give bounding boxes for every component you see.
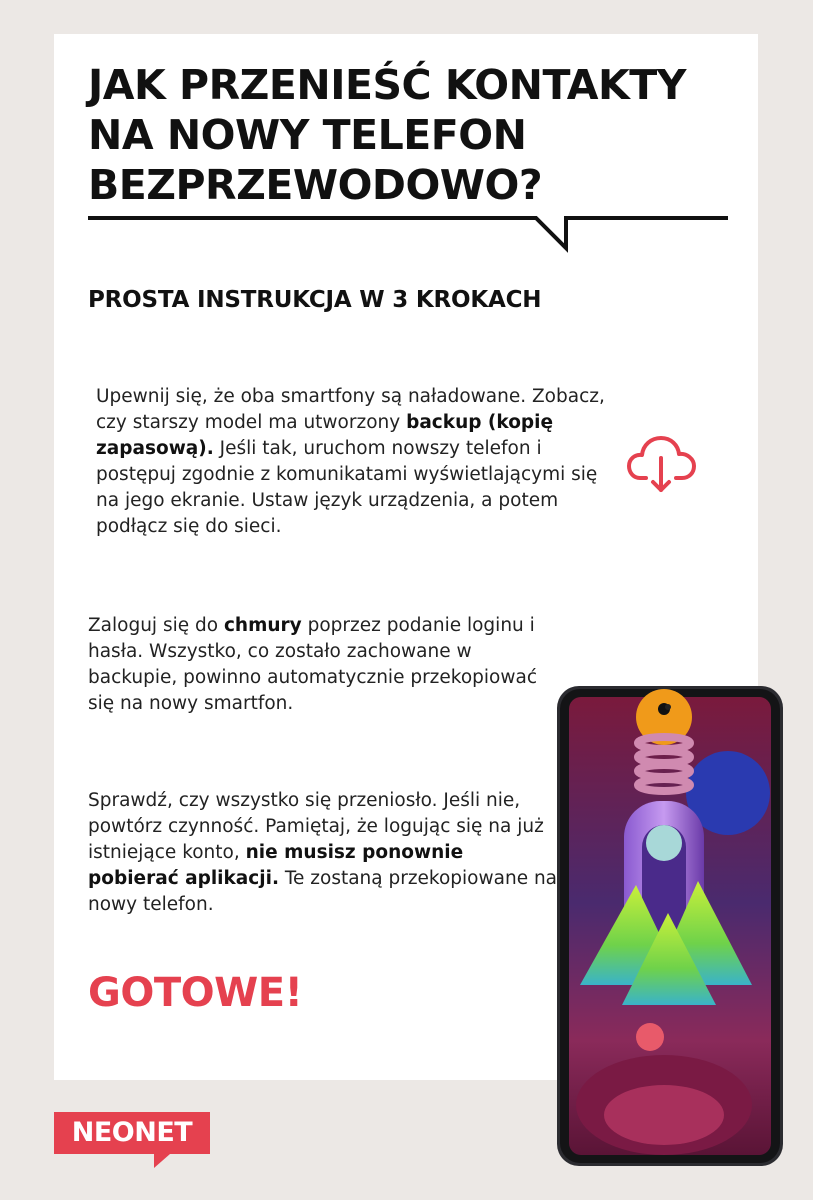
title-line-2: NA NOWY TELEFON	[88, 111, 527, 159]
step-1-part-1: Upewnij się, że oba smartfony są naładowane. Zobacz, czy starszy model ma utworzony	[96, 386, 605, 433]
neonet-logo	[54, 1112, 210, 1168]
step-1-part-3: Jeśli tak, uruchom nowszy telefon i postępuj zgodnie z komunikatami wyświetlającymi się na jego ekranie. Ustaw język urządzenia, a potem podłącz się do sieci.	[96, 438, 598, 537]
title-line-3: BEZPRZEWODOWO?	[88, 161, 543, 209]
step-2-part-1: Zaloguj się do	[88, 615, 224, 636]
step-1-text	[96, 384, 616, 540]
step-1-bold: backup (kopię zapasową).	[96, 412, 554, 459]
step-3-part-1: Sprawdź, czy wszystko się przeniosło. Jeśli nie, powtórz czynność. Pamiętaj, że logując się na już istniejące konto,	[88, 790, 544, 863]
logo-tail	[154, 1154, 170, 1168]
logo-text: NEONET	[71, 1117, 193, 1148]
page-subtitle: PROSTA INSTRUKCJA W 3 KROKACH	[88, 287, 542, 313]
step-2-part-3: poprzez podanie loginu i hasła. Wszystko, co zostało zachowane w backupie, powinno automatycznie przekopiować się na nowy smartfon.	[88, 615, 537, 714]
title-line-1: JAK PRZENIEŚĆ KONTAKTY	[88, 61, 686, 109]
done-label: GOTOWE!	[88, 970, 303, 1016]
cloud-download-icon	[626, 432, 698, 496]
speech-bubble-divider	[88, 212, 728, 254]
step-2-bold: chmury	[223, 615, 302, 636]
step-3-text	[88, 788, 558, 918]
step-3-bold: nie musisz ponownie pobierać aplikacji.	[88, 842, 464, 889]
page-title	[88, 60, 748, 210]
step-2-text	[88, 613, 558, 717]
step-3-part-3: Te zostaną przekopiowane na nowy telefon.	[88, 868, 558, 915]
smartphone-image	[556, 685, 784, 1167]
